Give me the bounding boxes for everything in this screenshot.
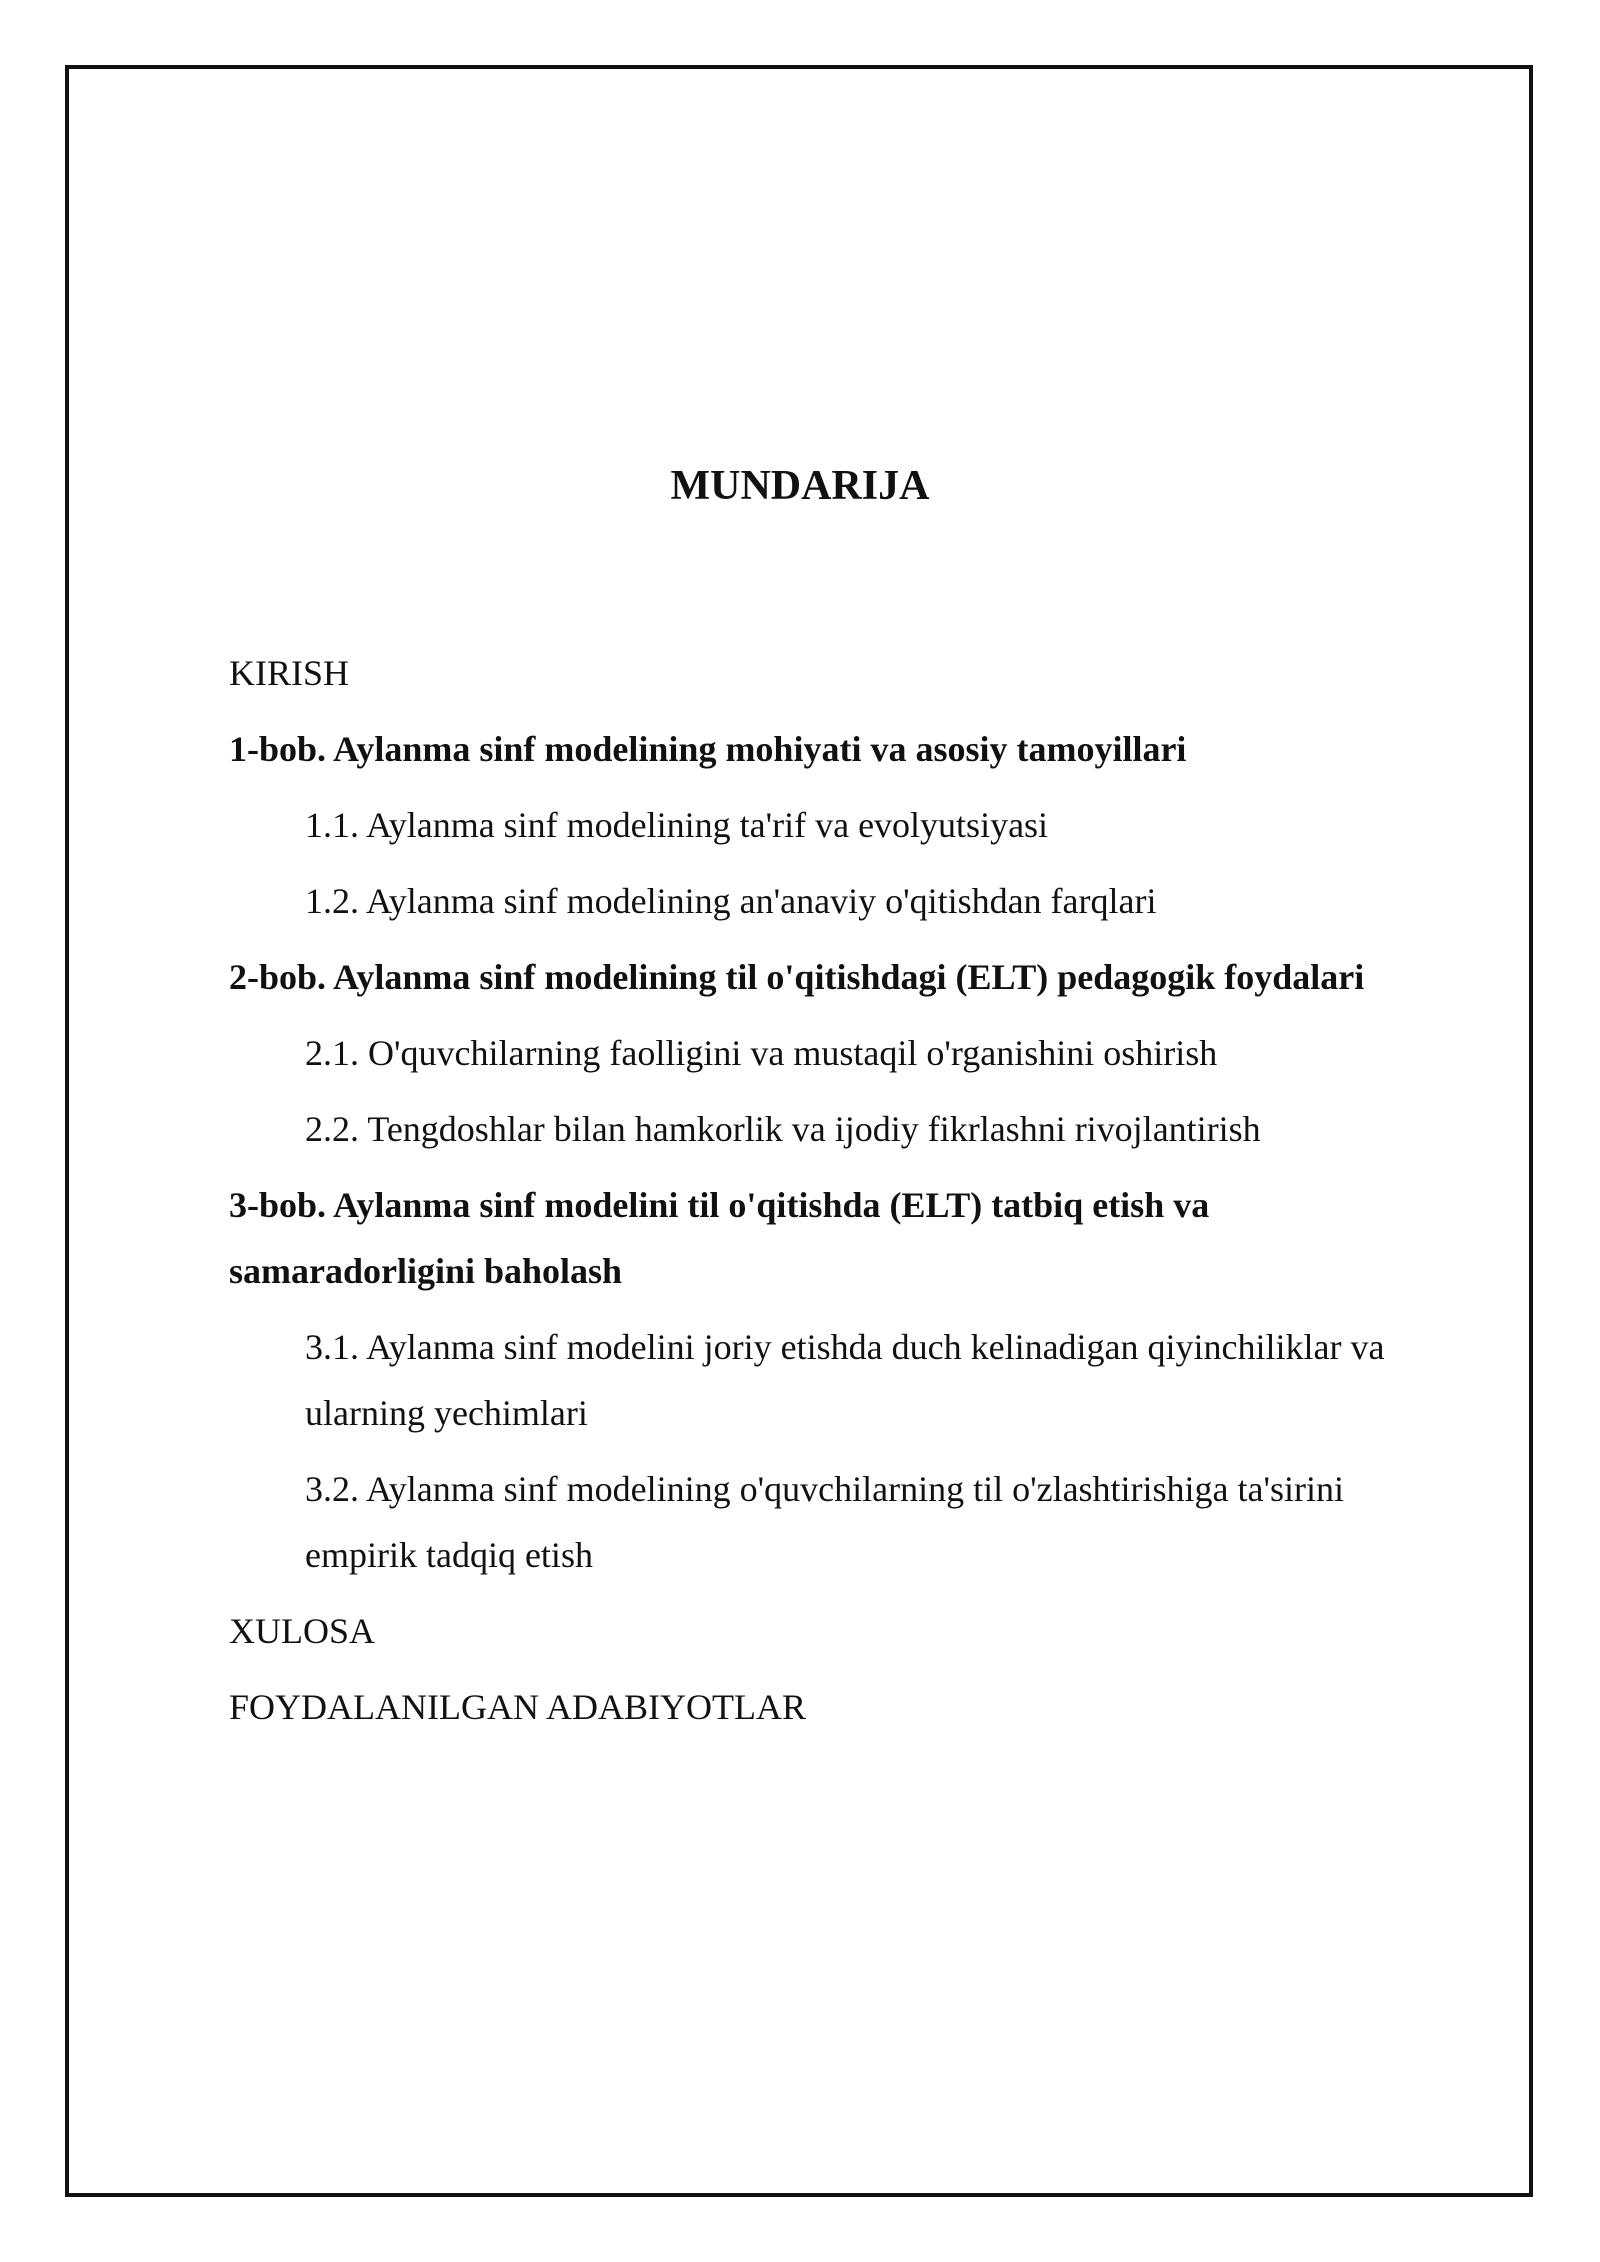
toc-entry-kirish: KIRISH bbox=[229, 653, 350, 693]
toc-entry-section-2-1: 2.1. O'quvchilarning faolligini va mustaqil o'rganishini oshirish bbox=[305, 1033, 1218, 1073]
toc-entry-references: FOYDALANILGAN ADABIYOTLAR bbox=[229, 1687, 806, 1727]
toc-entry-section-3-1: 3.1. Aylanma sinf modelini joriy etishda duch kelinadigan qiyinchiliklar va ularning yechimlari bbox=[305, 1327, 1385, 1433]
toc-entry-section-2-2: 2.2. Tengdoshlar bilan hamkorlik va ijodiy fikrlashni rivojlantirish bbox=[305, 1109, 1261, 1149]
page-title: MUNDARIJA bbox=[670, 463, 930, 509]
toc-entry-chapter-3: 3-bob. Aylanma sinf modelini til o'qitishda (ELT) tatbiq etish va samaradorligini baholash bbox=[229, 1185, 1210, 1291]
toc-entry-section-1-2: 1.2. Aylanma sinf modelining an'anaviy o'qitishdan farqlari bbox=[305, 881, 1157, 921]
table-of-contents bbox=[229, 640, 1459, 1750]
toc-entry-section-3-2: 3.2. Aylanma sinf modelining o'quvchilarning til o'zlashtirishiga ta'sirini empirik tadqiq etish bbox=[305, 1469, 1345, 1575]
toc-entry-xulosa: XULOSA bbox=[229, 1611, 376, 1651]
toc-entry-section-1-1: 1.1. Aylanma sinf modelining ta'rif va evolyutsiyasi bbox=[305, 805, 1049, 845]
toc-entry-chapter-2: 2-bob. Aylanma sinf modelining til o'qitishdagi (ELT) pedagogik foydalari bbox=[229, 957, 1365, 997]
toc-entry-chapter-1: 1-bob. Aylanma sinf modelining mohiyati va asosiy tamoyillari bbox=[229, 729, 1187, 769]
